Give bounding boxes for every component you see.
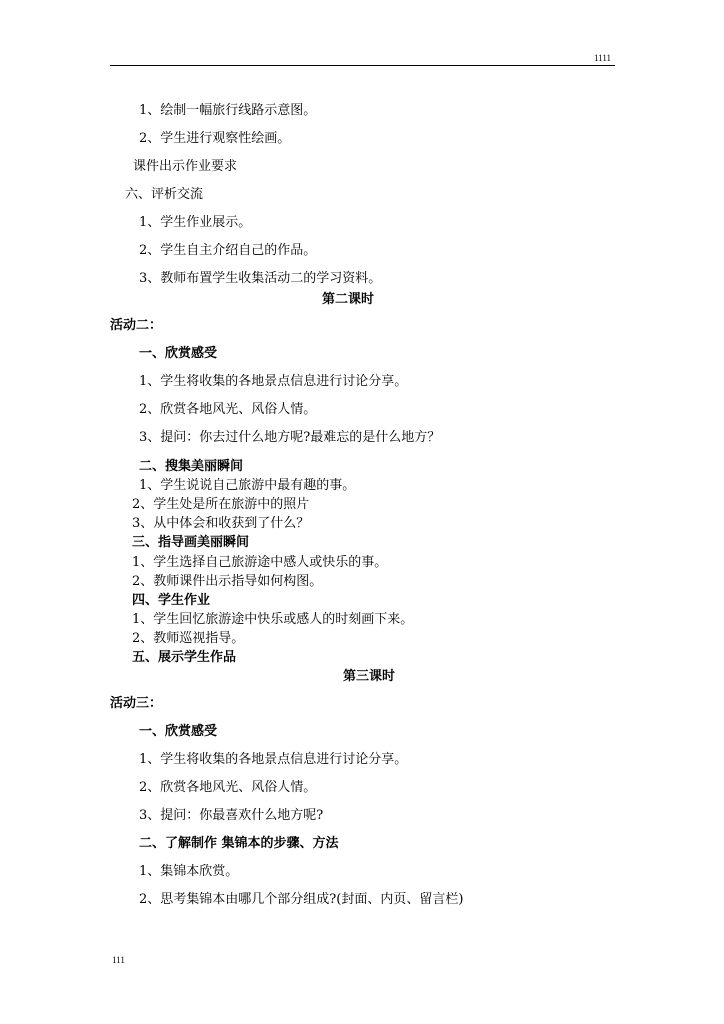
lesson-title: 第三课时 xyxy=(343,669,396,684)
body-line: 2、学生进行观察性绘画。 xyxy=(139,131,291,146)
body-line: 1、学生选择自己旅游途中感人或快乐的事。 xyxy=(132,555,388,570)
section-heading: 二、了解制作 集锦本的步骤、方法 xyxy=(139,836,339,851)
body-line: 课件出示作业要求 xyxy=(133,159,238,174)
body-line: 2、欣赏各地风光、风俗人情。 xyxy=(139,402,317,417)
body-line: 1、绘制一幅旅行线路示意图。 xyxy=(139,103,317,118)
section-heading: 五、展示学生作品 xyxy=(132,650,237,665)
body-line: 2、思考集锦本由哪几个部分组成?(封面、内页、留言栏) xyxy=(139,892,464,907)
body-line: 3、教师布置学生收集活动二的学习资料。 xyxy=(139,271,382,286)
section-heading: 一、欣赏感受 xyxy=(139,724,218,739)
body-line: 1、学生作业展示。 xyxy=(139,215,252,230)
section-heading: 三、指导画美丽瞬间 xyxy=(132,535,250,550)
body-line: 1、集锦本欣赏。 xyxy=(139,864,239,879)
footer-page-number: 111 xyxy=(112,955,125,965)
body-line: 1、学生将收集的各地景点信息进行讨论分享。 xyxy=(139,374,408,389)
body-line: 2、教师巡视指导。 xyxy=(132,631,245,646)
body-line: 1、学生将收集的各地景点信息进行讨论分享。 xyxy=(139,752,408,767)
header-rule xyxy=(110,65,615,66)
body-line: 3、从中体会和收获到了什么？ xyxy=(132,516,310,531)
section-heading: 六、评析交流 xyxy=(125,187,204,202)
header-page-number: 1111 xyxy=(594,53,611,63)
activity-heading: 活动三： xyxy=(110,696,163,711)
body-line: 1、学生回忆旅游途中快乐或感人的时刻画下来。 xyxy=(132,612,414,627)
body-line: 1、学生说说自己旅游中最有趣的事。 xyxy=(139,478,356,493)
section-heading: 二、搜集美丽瞬间 xyxy=(139,459,244,474)
body-line: 2、学生处是所在旅游中的照片 xyxy=(132,497,310,512)
body-line: 3、提问：你去过什么地方呢?最难忘的是什么地方？ xyxy=(139,430,441,445)
body-line: 2、教师课件出示指导如何构图。 xyxy=(132,574,323,589)
section-heading: 四、学生作业 xyxy=(132,593,211,608)
body-line: 2、欣赏各地风光、风俗人情。 xyxy=(139,780,317,795)
body-line: 2、学生自主介绍自己的作品。 xyxy=(139,243,317,258)
activity-heading: 活动二： xyxy=(110,318,163,333)
body-line: 3、提问：你最喜欢什么地方呢? xyxy=(139,808,324,823)
section-heading: 一、欣赏感受 xyxy=(139,346,218,361)
lesson-title: 第二课时 xyxy=(322,292,375,307)
